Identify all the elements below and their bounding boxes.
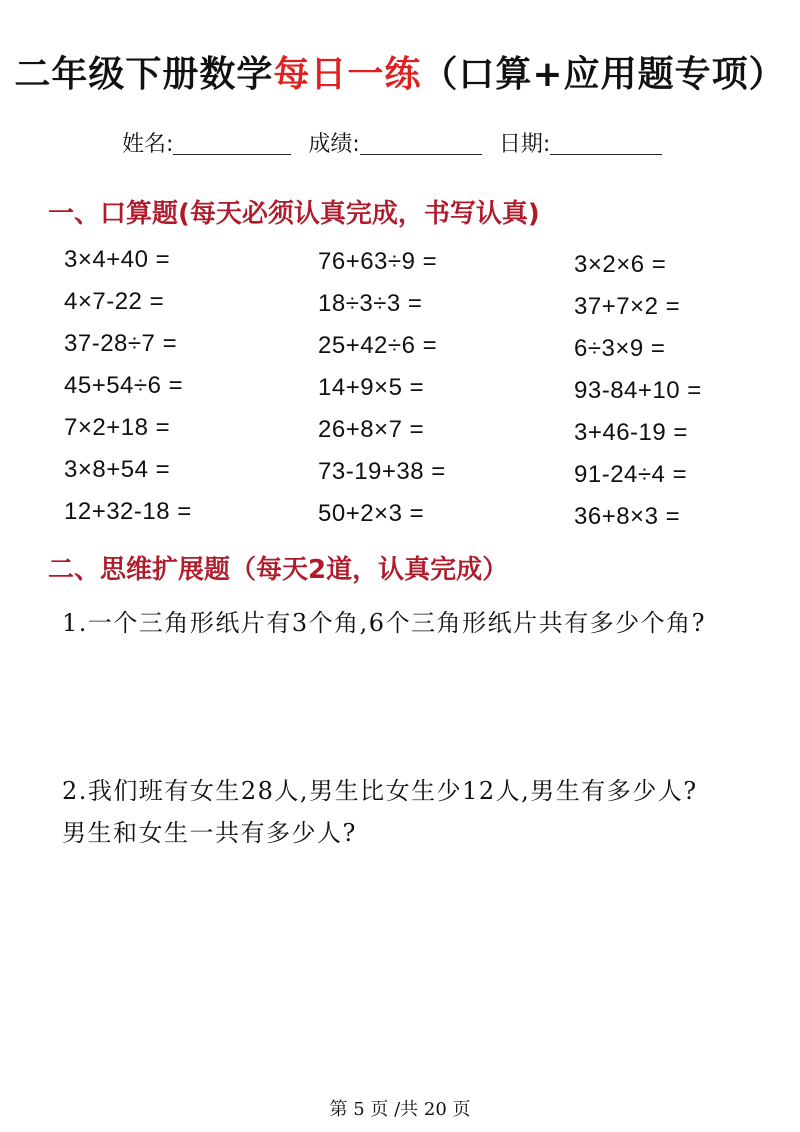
student-info-row bbox=[122, 127, 672, 158]
section2-heading: 二、思维扩展题（每天2道，认真完成） bbox=[48, 555, 509, 585]
calc-item: 36+8×3 = bbox=[574, 503, 681, 530]
calc-item: 6÷3×9 = bbox=[574, 335, 666, 362]
page-number: 第 5 页 /共 20 页 bbox=[329, 1099, 471, 1120]
title-part-grade: 二年级下册数学 bbox=[14, 54, 274, 95]
calc-item: 73-19+38 = bbox=[318, 458, 446, 485]
calc-item: 25+42÷6 = bbox=[318, 332, 438, 359]
title-part-daily: 每日一练 bbox=[273, 54, 422, 95]
calc-item: 76+63÷9 = bbox=[318, 248, 438, 275]
calc-item: 7×2+18 = bbox=[64, 414, 171, 441]
calc-item: 50+2×3 = bbox=[318, 500, 425, 527]
calc-item: 12+32-18 = bbox=[64, 498, 192, 525]
title-part-topic: （口算+应用题专项） bbox=[421, 54, 786, 95]
name-blank-line[interactable] bbox=[173, 132, 291, 155]
calc-item: 37+7×2 = bbox=[574, 293, 681, 320]
calc-item: 37-28÷7 = bbox=[64, 330, 178, 357]
calc-item: 4×7-22 = bbox=[64, 288, 165, 315]
calc-item: 93-84+10 = bbox=[574, 377, 702, 404]
name-field bbox=[122, 127, 291, 158]
word-problem-2-line1: 2.我们班有女生28人,男生比女生少12人,男生有多少人? bbox=[62, 777, 698, 805]
calc-item: 14+9×5 = bbox=[318, 374, 425, 401]
page-title bbox=[0, 46, 800, 97]
word-problem-2-line2: 男生和女生一共有多少人? bbox=[62, 819, 357, 847]
calc-item: 3×8+54 = bbox=[64, 456, 171, 483]
date-field bbox=[499, 127, 662, 158]
date-label: 日期: bbox=[498, 132, 551, 157]
score-field bbox=[308, 127, 481, 158]
calc-item: 91-24÷4 = bbox=[574, 461, 688, 488]
name-label: 姓名: bbox=[122, 132, 174, 157]
section1-heading: 一、口算题(每天必须认真完成，书写认真) bbox=[48, 199, 540, 229]
score-blank-line[interactable] bbox=[360, 132, 482, 155]
calc-item: 18÷3÷3 = bbox=[318, 290, 423, 317]
calc-item: 3×4+40 = bbox=[64, 246, 171, 273]
calc-item: 3+46-19 = bbox=[574, 419, 688, 446]
calc-item: 3×2×6 = bbox=[574, 251, 667, 278]
word-problem-1: 1.一个三角形纸片有3个角,6个三角形纸片共有多少个角? bbox=[62, 609, 706, 637]
score-label: 成绩: bbox=[308, 132, 360, 157]
calc-item: 26+8×7 = bbox=[318, 416, 425, 443]
date-blank-line[interactable] bbox=[550, 132, 662, 155]
calc-item: 45+54÷6 = bbox=[64, 372, 184, 399]
